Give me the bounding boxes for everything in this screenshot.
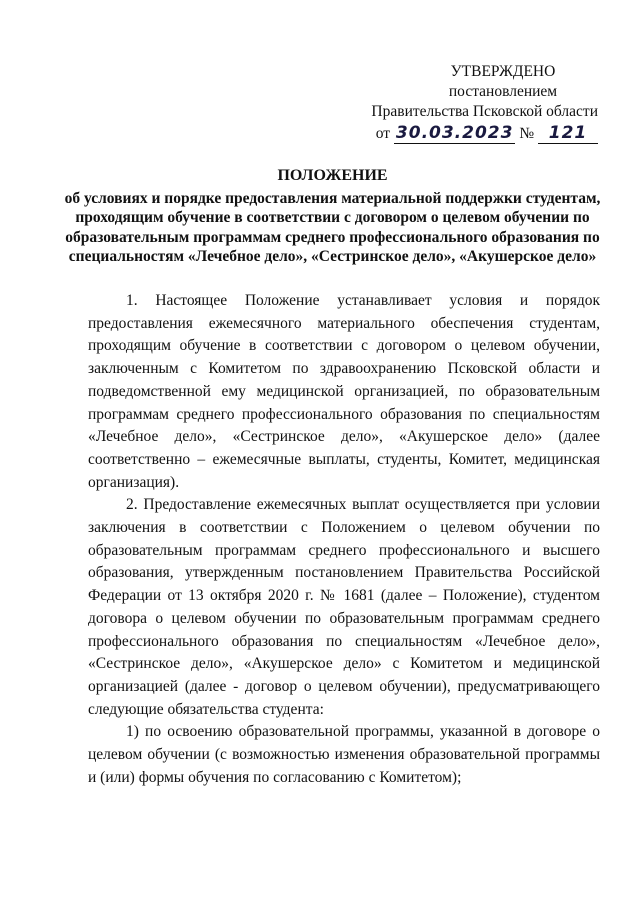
document-subtitle: об условиях и порядке предоставления материальной поддержки студентам, проходящим обучение в соответствии с договором о целевом обучении по образовательным программам среднего профессионального образования по специальностям «Лечебное дело», «Сестринское дело», «Акушерское дело» [64, 189, 601, 265]
number-prefix: № [519, 125, 535, 142]
document-body [88, 290, 600, 789]
paragraph-1: 1. Настоящее Положение устанавливает условия и порядок предоставления ежемесячного материального обеспечения студентам, проходящим обучение в соответствии с договором о целевом обучении, заключенным с Комитетом по здравоохранению Псковской области и подведомственной ему медицинской организацией, по образовательным программам среднего профессионального образования по специальностям «Лечебное дело», «Сестринское дело», «Акушерское дело» (далее соответственно – ежемесячные выплаты, студенты, Комитет, медицинская организация). [88, 292, 600, 491]
document-title: ПОЛОЖЕНИЕ [277, 167, 388, 184]
handwritten-number: 121 [538, 123, 598, 144]
document-title-block [60, 166, 605, 267]
paragraph-2: 2. Предоставление ежемесячных выплат осуществляется при условии заключения в соответствии с Положением о целевом обучении по образовательным программам среднего профессионального и высшего образования, утвержденным постановлением Правительства Российской Федерации от 13 октября 2020 г. № 1681 (далее – Положение), студентом договора о целевом обучении по образовательным программам среднего профессионального образования по специальностям «Лечебное дело», «Сестринское дело», «Акушерское дело» с Комитетом и медицинской организацией (далее - договор о целевом обучении), предусматривающего следующие обязательства студента: [88, 496, 600, 718]
date-prefix: от [375, 125, 391, 142]
approval-stamp-block [368, 62, 598, 144]
handwritten-date: 30.03.2023 [395, 123, 514, 143]
approval-date-number-line [368, 123, 598, 144]
approval-line-resolution: постановлением [448, 83, 558, 100]
approval-line-government: Правительства Псковской области [371, 103, 598, 120]
approval-heading: УТВЕРЖДЕНО [450, 63, 556, 80]
paragraph-2-item-1: 1) по освоению образовательной программы, указанной в договоре о целевом обучении (с возможностью изменения образовательной программы и (или) формы обучения по согласованию с Комитетом); [88, 723, 600, 786]
